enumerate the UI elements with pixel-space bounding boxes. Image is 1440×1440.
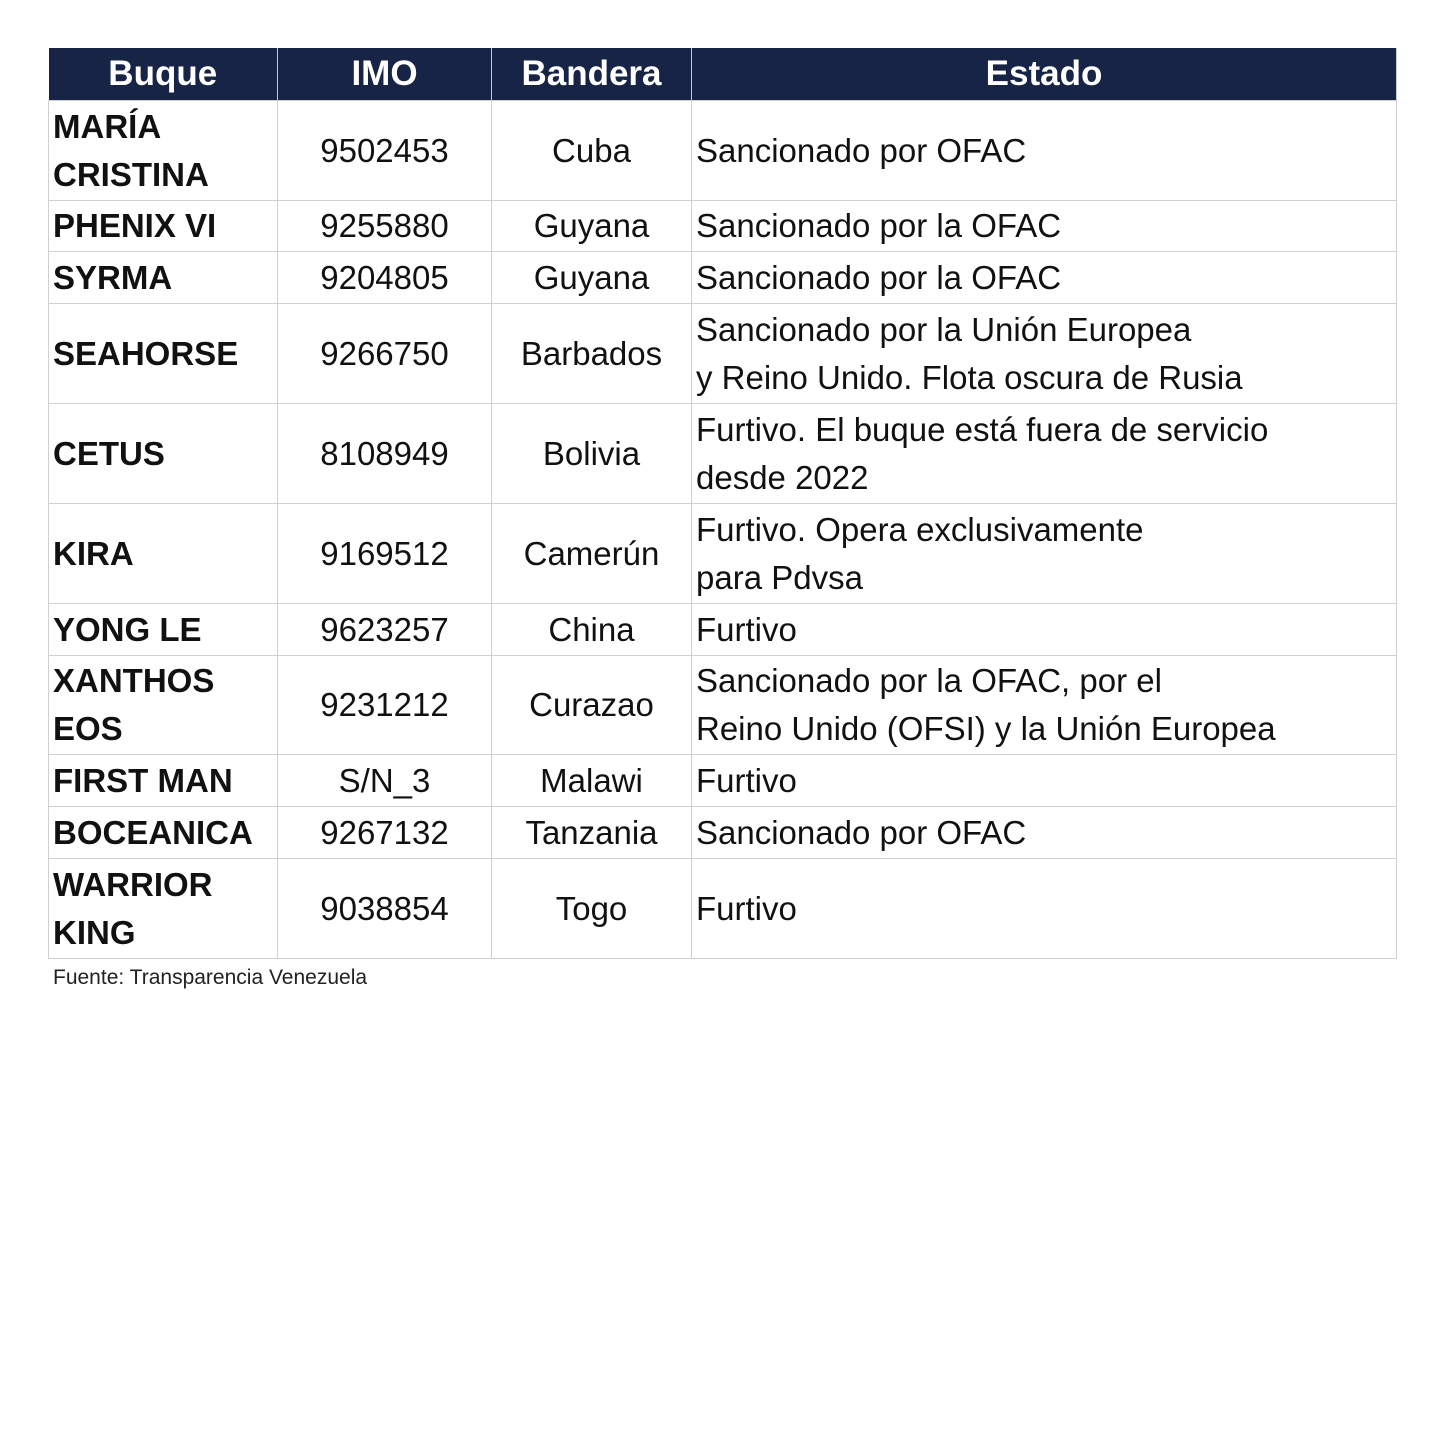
imo-cell: 9623257 bbox=[278, 604, 492, 656]
flag-cell: Guyana bbox=[492, 252, 692, 304]
table-row bbox=[49, 304, 1397, 404]
table-row bbox=[49, 404, 1397, 504]
vessel-name-cell: SYRMA bbox=[49, 252, 278, 304]
vessel-name-cell: XANTHOS EOS bbox=[49, 656, 278, 755]
header-estado: Estado bbox=[692, 48, 1397, 101]
status-cell: Furtivo bbox=[692, 755, 1397, 807]
status-cell: Sancionado por la Unión Europea y Reino Unido. Flota oscura de Rusia bbox=[692, 304, 1397, 404]
table-row bbox=[49, 101, 1397, 201]
table-row bbox=[49, 252, 1397, 304]
table-row bbox=[49, 755, 1397, 807]
imo-cell: 9038854 bbox=[278, 859, 492, 959]
status-cell: Furtivo bbox=[692, 859, 1397, 959]
flag-cell: Cuba bbox=[492, 101, 692, 201]
flag-cell: Bolivia bbox=[492, 404, 692, 504]
status-cell: Sancionado por la OFAC bbox=[692, 252, 1397, 304]
status-cell: Furtivo. El buque está fuera de servicio desde 2022 bbox=[692, 404, 1397, 504]
imo-cell: 9502453 bbox=[278, 101, 492, 201]
header-imo: IMO bbox=[278, 48, 492, 101]
status-cell: Sancionado por la OFAC bbox=[692, 201, 1397, 252]
header-buque: Buque bbox=[49, 48, 278, 101]
source-note: Fuente: Transparencia Venezuela bbox=[53, 966, 368, 989]
imo-cell: 9255880 bbox=[278, 201, 492, 252]
flag-cell: Guyana bbox=[492, 201, 692, 252]
vessel-name-cell: PHENIX VI bbox=[49, 201, 278, 252]
status-cell: Sancionado por OFAC bbox=[692, 807, 1397, 859]
vessel-name-cell: WARRIOR KING bbox=[49, 859, 278, 959]
vessels-table bbox=[48, 48, 1397, 959]
status-cell: Furtivo. Opera exclusivamente para Pdvsa bbox=[692, 504, 1397, 604]
flag-cell: Curazao bbox=[492, 656, 692, 755]
vessel-name-cell: FIRST MAN bbox=[49, 755, 278, 807]
imo-cell: 9204805 bbox=[278, 252, 492, 304]
table-row bbox=[49, 504, 1397, 604]
table-row bbox=[49, 807, 1397, 859]
vessel-name-cell: CETUS bbox=[49, 404, 278, 504]
status-cell: Sancionado por OFAC bbox=[692, 101, 1397, 201]
vessel-name-cell: MARÍA CRISTINA bbox=[49, 101, 278, 201]
vessel-name-cell: YONG LE bbox=[49, 604, 278, 656]
vessel-name-cell: KIRA bbox=[49, 504, 278, 604]
flag-cell: Togo bbox=[492, 859, 692, 959]
header-row bbox=[49, 48, 1397, 101]
status-cell: Sancionado por la OFAC, por el Reino Unido (OFSI) y la Unión Europea bbox=[692, 656, 1397, 755]
flag-cell: Malawi bbox=[492, 755, 692, 807]
flag-cell: Tanzania bbox=[492, 807, 692, 859]
table-row bbox=[49, 859, 1397, 959]
flag-cell: Camerún bbox=[492, 504, 692, 604]
imo-cell: S/N_3 bbox=[278, 755, 492, 807]
header-bandera: Bandera bbox=[492, 48, 692, 101]
table-row bbox=[49, 201, 1397, 252]
imo-cell: 9231212 bbox=[278, 656, 492, 755]
status-cell: Furtivo bbox=[692, 604, 1397, 656]
table-row bbox=[49, 656, 1397, 755]
imo-cell: 9266750 bbox=[278, 304, 492, 404]
imo-cell: 9267132 bbox=[278, 807, 492, 859]
vessel-name-cell: SEAHORSE bbox=[49, 304, 278, 404]
flag-cell: Barbados bbox=[492, 304, 692, 404]
flag-cell: China bbox=[492, 604, 692, 656]
table-row bbox=[49, 604, 1397, 656]
imo-cell: 8108949 bbox=[278, 404, 492, 504]
vessel-name-cell: BOCEANICA bbox=[49, 807, 278, 859]
imo-cell: 9169512 bbox=[278, 504, 492, 604]
